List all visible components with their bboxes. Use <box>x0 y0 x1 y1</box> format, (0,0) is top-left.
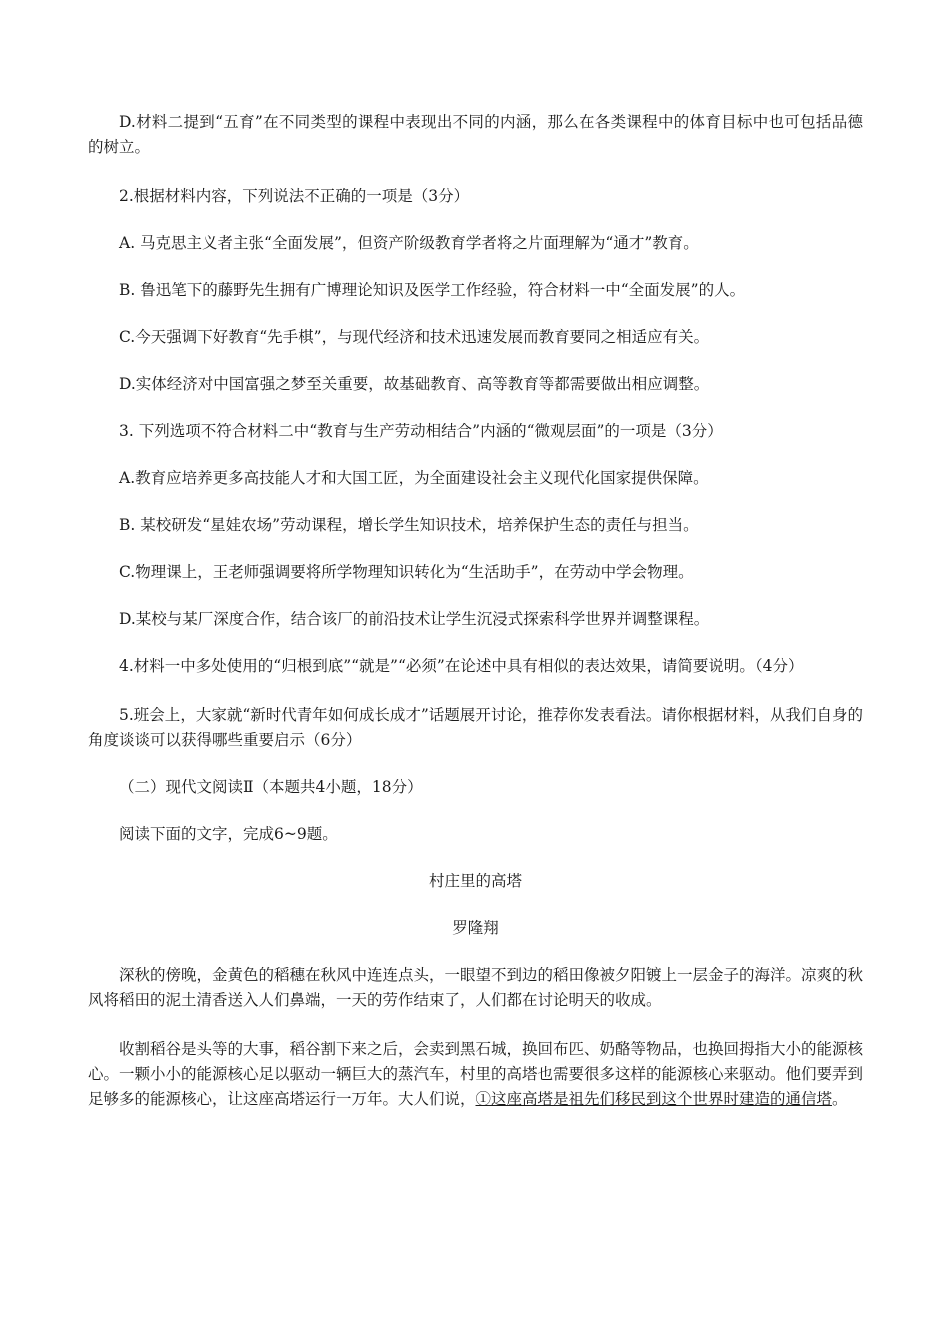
q1-option-d: D.材料二提到“五育”在不同类型的课程中表现出不同的内涵，那么在各类课程中的体育目标中也可包括品德的树立。 <box>88 113 863 156</box>
underlined-sentence-1: ①这座高塔是祖先们移民到这个世界时建造的通信塔 <box>475 1090 833 1108</box>
paragraph-2-text: 收割稻谷是头等的大事，稻谷割下来之后，会卖到黑石城，换回布匹、奶酪等物品，也换回拇指大小的能源核心。一颗小小的能源核心足以驱动一辆巨大的蒸汽车，村里的高塔也需要很多这样的能源核心来驱动。他们要弄到足够多的能源核心，让这座高塔运行一万年。大人们说， <box>88 1040 864 1108</box>
q2-option-d: D.实体经济对中国富强之梦至关重要，故基础教育、高等教育等都需要做出相应调整。 <box>119 375 710 393</box>
section-heading: （二）现代文阅读Ⅱ（本题共4小题，18分） <box>119 778 423 796</box>
q2-option-c: C.今天强调下好教育“先手棋”，与现代经济和技术迅速发展而教育要同之相适应有关。 <box>119 328 710 346</box>
paragraph-2-end: 。 <box>832 1090 848 1108</box>
q3-stem: 3. 下列选项不符合材料二中“教育与生产劳动相结合”内涵的“微观层面”的一项是（3分） <box>119 422 723 440</box>
q3-option-a: A.教育应培养更多高技能人才和大国工匠，为全面建设社会主义现代化国家提供保障。 <box>119 469 709 487</box>
story-title: 村庄里的高塔 <box>428 872 522 890</box>
q5-stem: 5.班会上，大家就“新时代青年如何成长成才”话题展开讨论，推荐你发表看法。请你根据材料，从我们自身的角度谈谈可以获得哪些重要启示（6分） <box>88 706 863 749</box>
q2-option-b: B. 鲁迅笔下的藤野先生拥有广博理论知识及医学工作经验，符合材料一中“全面发展”的人。 <box>119 281 746 299</box>
q3-option-d: D.某校与某厂深度合作，结合该厂的前沿技术让学生沉浸式探索科学世界并调整课程。 <box>119 610 710 628</box>
story-author: 罗隆翔 <box>452 919 499 937</box>
q3-option-c: C.物理课上，王老师强调要将所学物理知识转化为“生活助手”，在劳动中学会物理。 <box>119 563 694 581</box>
q2-option-a: A. 马克思主义者主张“全面发展”，但资产阶级教育学者将之片面理解为“通才”教育。 <box>119 234 699 252</box>
exam-page <box>88 110 863 1112</box>
section-instruction: 阅读下面的文字，完成6~9题。 <box>119 825 338 843</box>
q4-stem: 4.材料一中多处使用的“归根到底”“就是”“必须”在论述中具有相似的表达效果，请简要说明。（4分） <box>119 657 804 675</box>
story-paragraph-1: 深秋的傍晚，金黄色的稻穗在秋风中连连点头，一眼望不到边的稻田像被夕阳镀上一层金子的海洋。凉爽的秋风将稻田的泥土清香送入人们鼻端，一天的劳作结束了，人们都在讨论明天的收成。 <box>88 966 864 1009</box>
story-paragraph-2 <box>88 1037 863 1112</box>
q3-option-b: B. 某校研发“星娃农场”劳动课程，增长学生知识技术，培养保护生态的责任与担当。 <box>119 516 699 534</box>
q2-stem: 2.根据材料内容，下列说法不正确的一项是（3分） <box>119 187 470 205</box>
